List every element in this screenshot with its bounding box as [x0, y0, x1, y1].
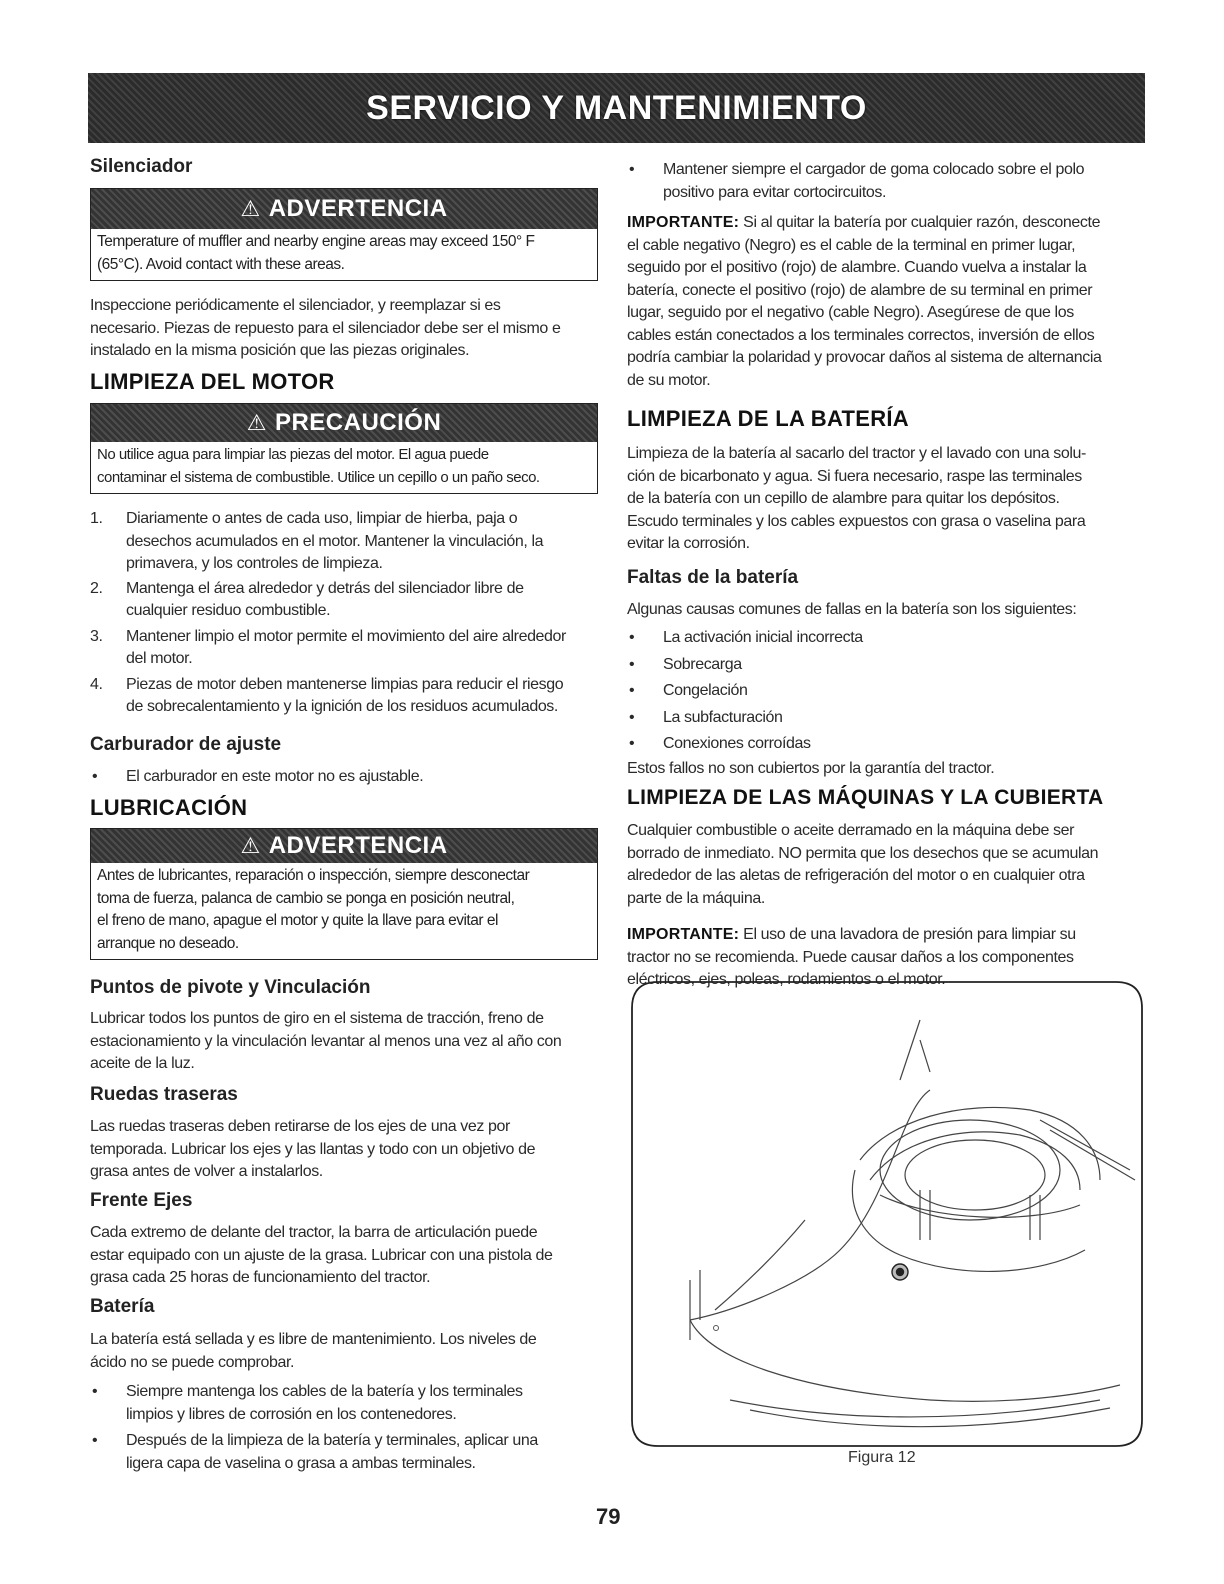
- bullet: •: [629, 735, 635, 753]
- step-line: primavera, y los controles de limpieza.: [126, 555, 383, 572]
- list-item: [90, 508, 600, 576]
- body-line: parte de la máquina.: [627, 889, 765, 907]
- step-number: 1.: [90, 510, 103, 527]
- list-item: [627, 625, 1147, 652]
- page-title: SERVICIO Y MANTENIMIENTO: [366, 88, 867, 127]
- body-line: Inspeccione periódicamente el silenciador, y reemplazar si es: [90, 297, 501, 314]
- silenciador-heading: Silenciador: [90, 156, 193, 177]
- warning-line: toma de fuerza, palanca de cambio se ponga en posición neutral,: [97, 889, 515, 907]
- ruedas-heading: Ruedas traseras: [90, 1084, 238, 1105]
- body-line: Limpieza de la batería al sacarlo del tractor y el lavado con una solu-: [627, 445, 1086, 462]
- list-item: [627, 159, 1147, 204]
- faltas-outro: [627, 758, 1147, 781]
- bullet-line: Después de la limpieza de la batería y terminales, aplicar una: [126, 1432, 538, 1449]
- warning-title: ADVERTENCIA: [268, 195, 448, 222]
- warning-header: [91, 189, 597, 229]
- faltas-heading: Faltas de la batería: [627, 567, 799, 588]
- list-item: [90, 1430, 600, 1475]
- bullet-line: Mantener siempre el cargador de goma colocado sobre el polo: [663, 161, 1085, 178]
- step-line: de sobrecalentamiento y la ignición de los residuos acumulados.: [126, 698, 558, 715]
- caution-body: [91, 442, 597, 493]
- body-line: Escudo terminales y los cables expuestos con grasa o vaselina para: [627, 512, 1086, 530]
- warning-header: [91, 829, 597, 863]
- limpieza-bateria-body: [627, 443, 1147, 556]
- step-line: desechos acumulados en el motor. Mantener la vinculación, la: [126, 532, 544, 550]
- warning-title: ADVERTENCIA: [268, 832, 448, 859]
- list-item: [90, 626, 600, 671]
- list-item: [627, 678, 1147, 705]
- warning-triangle-icon: ⚠: [246, 410, 267, 435]
- body-line: borrado de inmediato. NO permita que los desechos que se acumulan: [627, 844, 1099, 862]
- step-line: Mantenga el área alrededor y detrás del silenciador libre de: [126, 579, 524, 597]
- warning-body: [91, 229, 597, 280]
- bullet: •: [92, 1383, 98, 1400]
- caution-line: contaminar el sistema de combustible. Utilice un cepillo o un paño seco.: [97, 468, 540, 486]
- body-line: Cualquier combustible o aceite derramado en la máquina debe ser: [627, 822, 1075, 839]
- body-line: batería, conecte el positivo (rojo) de alambre de su terminal en primer: [627, 281, 1093, 299]
- limpieza-maquinas-body: [627, 820, 1147, 910]
- body-line: alrededor de las aletas de refrigeración del motor o en cualquier otra: [627, 867, 1085, 884]
- caution-title: PRECAUCIÓN: [274, 409, 442, 436]
- body-line: [627, 212, 1147, 235]
- frente-heading: Frente Ejes: [90, 1190, 193, 1211]
- warning-line: arranque no deseado.: [97, 934, 239, 952]
- frente-body: [90, 1222, 553, 1290]
- body-line: seguido por el positivo (rojo) de alambre. Cuando vuelva a instalar la: [627, 259, 1087, 276]
- body-line: aceite de la luz.: [90, 1055, 195, 1072]
- body-line: ción de bicarbonato y agua. Si fuera necesario, raspe las terminales: [627, 467, 1082, 485]
- bullet: •: [629, 161, 635, 178]
- step-number: 2.: [90, 579, 103, 597]
- step-number: 4.: [90, 675, 103, 693]
- body-line: grasa antes de volver a instalarlos.: [90, 1163, 323, 1180]
- warning-line: Antes de lubricantes, reparación o inspección, siempre desconectar: [97, 867, 530, 884]
- caution-header: [91, 404, 597, 442]
- faltas-list: [627, 625, 1147, 758]
- carburador-heading: Carburador de ajuste: [90, 734, 282, 755]
- body-line: cables están conectados a los terminales correctos, inversión de ellos: [627, 326, 1095, 344]
- list-item: [627, 652, 1147, 679]
- list-item: [90, 1381, 600, 1426]
- bullet-text: Conexiones corroídas: [663, 735, 811, 753]
- bullet-text: La subfacturación: [663, 708, 783, 726]
- pivote-body: [90, 1008, 561, 1076]
- list-item: [90, 766, 600, 789]
- limpieza-bateria-heading: LIMPIEZA DE LA BATERÍA: [627, 406, 909, 431]
- body-line: podría cambiar la polaridad y provocar daños al sistema de alternancia: [627, 349, 1102, 366]
- body-line: instalado en la misma posición que las piezas originales.: [90, 342, 470, 359]
- limpieza-motor-heading: LIMPIEZA DEL MOTOR: [90, 369, 335, 394]
- importante-1: [627, 212, 1147, 392]
- body-line: ácido no se puede comprobar.: [90, 1353, 295, 1371]
- body-line: [627, 924, 1147, 947]
- page-banner: [88, 73, 1145, 143]
- body-line: necesario. Piezas de repuesto para el silenciador debe ser el mismo e: [90, 319, 561, 337]
- body-line: Lubricar todos los puntos de giro en el sistema de tracción, freno de: [90, 1010, 544, 1027]
- lubricacion-warning-box: [90, 828, 598, 960]
- pivote-heading: Puntos de pivote y Vinculación: [90, 977, 371, 998]
- bullet-line: Siempre mantenga los cables de la batería y los terminales: [126, 1383, 523, 1400]
- deck-illustration: [630, 980, 1144, 1448]
- body-line: Cada extremo de delante del tractor, la barra de articulación puede: [90, 1224, 538, 1241]
- warning-line: Temperature of muffler and nearby engine areas may exceed 150° F: [97, 233, 535, 250]
- body-line: eléctricos, ejes, poleas, rodamientos o el motor.: [627, 971, 946, 988]
- warning-line: el freno de mano, apague el motor y quite la llave para evitar el: [97, 912, 498, 929]
- list-item: [90, 674, 600, 719]
- bullet-text: Sobrecarga: [663, 655, 742, 673]
- ruedas-body: [90, 1116, 535, 1184]
- figure-caption: Figura 12: [848, 1449, 916, 1466]
- bullet: •: [629, 708, 635, 726]
- body-line: La batería está sellada y es libre de mantenimiento. Los niveles de: [90, 1331, 537, 1348]
- bullet-line: positivo para evitar cortocircuitos.: [663, 183, 887, 201]
- step-line: Mantener limpio el motor permite el movimiento del aire alrededor: [126, 627, 566, 645]
- body-line: Estos fallos no son cubiertos por la garantía del tractor.: [627, 760, 995, 777]
- caution-box: [90, 403, 598, 494]
- silenciador-warning-box: [90, 188, 598, 281]
- bullet: •: [92, 768, 98, 785]
- importante-label: IMPORTANTE:: [627, 214, 740, 231]
- bullet: •: [92, 1432, 98, 1449]
- faltas-intro: [627, 599, 1147, 622]
- battery-tip-list: [627, 159, 1147, 204]
- deck-drawing: [690, 1020, 1135, 1427]
- bateria-heading: Batería: [90, 1296, 155, 1317]
- bateria-body: [90, 1329, 536, 1374]
- body-line: de la batería con un cepillo de alambre para quitar los depósitos.: [627, 490, 1060, 507]
- step-line: del motor.: [126, 650, 193, 667]
- body-line: temporada. Lubricar los ejes y las llantas y todo con un objetivo de: [90, 1140, 536, 1158]
- drain-plug-icon: [892, 1264, 908, 1280]
- caution-line: No utilice agua para limpiar las piezas del motor. El agua puede: [97, 446, 489, 463]
- step-line: Piezas de motor deben mantenerse limpias para reducir el riesgo: [126, 675, 564, 693]
- carburador-list: [90, 766, 600, 789]
- bullet-text: El carburador en este motor no es ajustable.: [126, 768, 424, 785]
- bullet-text: Congelación: [663, 682, 748, 700]
- body-line: evitar la corrosión.: [627, 535, 750, 552]
- body-line: el cable negativo (Negro) es el cable de la terminal en primer lugar,: [627, 236, 1076, 254]
- importante-label: IMPORTANTE:: [627, 926, 740, 943]
- bullet: •: [629, 655, 635, 673]
- warning-triangle-icon: ⚠: [240, 196, 261, 221]
- body-line: Las ruedas traseras deben retirarse de los ejes de una vez por: [90, 1118, 510, 1135]
- bateria-list: [90, 1381, 600, 1475]
- bullet: •: [629, 682, 635, 700]
- list-item: [627, 705, 1147, 732]
- bullet-line: ligera capa de vaselina o grasa a ambas terminales.: [126, 1454, 476, 1472]
- list-item: [627, 731, 1147, 758]
- step-number: 3.: [90, 627, 103, 645]
- importante-text: Si al quitar la batería por cualquier razón, desconecte: [739, 214, 1101, 231]
- rivet-icon: [714, 1326, 719, 1331]
- silenciador-body: [90, 295, 560, 363]
- body-line: estacionamiento y la vinculación levantar al menos una vez al año con: [90, 1032, 562, 1050]
- body-line: estar equipado con un ajuste de la grasa. Lubricar con una pistola de: [90, 1246, 553, 1264]
- importante-text: El uso de una lavadora de presión para limpiar su: [739, 926, 1076, 943]
- warning-body: [91, 863, 597, 959]
- step-line: Diariamente o antes de cada uso, limpiar de hierba, paja o: [126, 510, 518, 527]
- warning-triangle-icon: ⚠: [240, 833, 261, 858]
- page-number: 79: [596, 1504, 621, 1529]
- bullet-line: limpios y libres de corrosión en los contenedores.: [126, 1405, 457, 1423]
- body-line: tractor no se recomienda. Puede causar daños a los componentes: [627, 948, 1074, 966]
- body-line: lugar, seguido por el negativo (cable Negro). Asegúrese de que los: [627, 304, 1074, 321]
- body-line: grasa cada 25 horas de funcionamiento del tractor.: [90, 1269, 431, 1286]
- lubricacion-heading: LUBRICACIÓN: [90, 795, 248, 820]
- warning-line: (65°C). Avoid contact with these areas.: [97, 255, 345, 273]
- bullet-text: La activación inicial incorrecta: [663, 629, 863, 646]
- list-item: [90, 578, 600, 623]
- limpieza-maquinas-heading: LIMPIEZA DE LAS MÁQUINAS Y LA CUBIERTA: [627, 786, 1104, 809]
- engine-cleaning-steps: [90, 508, 600, 719]
- body-line: de su motor.: [627, 371, 711, 389]
- body-line: Algunas causas comunes de fallas en la batería son los siguientes:: [627, 601, 1077, 618]
- figure-frame: [632, 982, 1142, 1446]
- bullet: •: [629, 629, 635, 646]
- step-line: cualquier residuo combustible.: [126, 602, 331, 619]
